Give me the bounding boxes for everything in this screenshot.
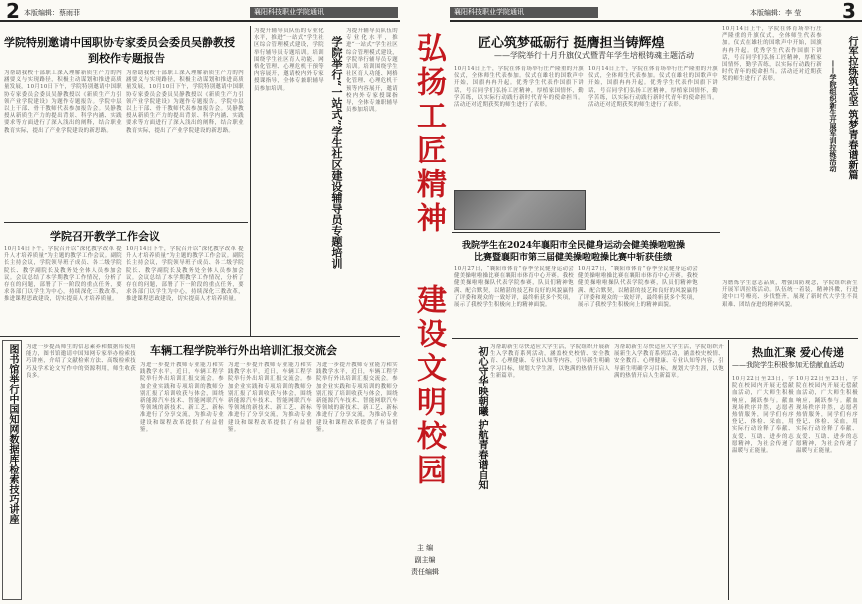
flag-ceremony-body-3: 10月14日上午，学院在体育场举行庄严隆重的升旗仪式，全体师生代表参加。仪式在雄壮的国歌声中开始，国旗冉冉升起。优秀学生代表作国旗下讲话，号召同学们弘扬工匠精神，厚植家国情怀，勤学苦练，以实际行动践行新时代青年的使命担当。活动还对近期获奖的师生进行了表彰。 bbox=[722, 26, 822, 83]
expert-lecture-title-1: 学院特别邀请中国职协专家委员会委员吴静教授 bbox=[4, 36, 235, 49]
divider bbox=[452, 232, 720, 233]
colophon-editor: 主 编 bbox=[416, 544, 434, 552]
divider bbox=[4, 222, 248, 223]
flag-ceremony-title: 匠心筑梦砥砺行 挺膺担当铸辉煌 bbox=[478, 36, 665, 51]
expert-lecture-body: 为帮助我校干部职工深入理解新质生产力的内涵要义与实现路径，积极主动谋划和推进高质量发展，10月10日下午，学院特别邀请中国职协专家委员会委员吴静教授以《新质生产力引领产业学院建设》为题作专题报告。学院中层以上干部、骨干教师代表参加报告会。吴静教授从新质生产力的提出背景、科学内涵、实践要求等方面进行了深入浅出的阐释，结合职业教育实际，提出了产业学院建设的新思路。 bbox=[4, 70, 122, 134]
library-lecture-body: 为进一步提高师生的信息素养和数据库使用能力，图书馆邀请中国知网专家举办检索技巧讲座，介绍了文献检索方法、高级检索技巧及学术论文写作中的资源利用，师生收获良多。 bbox=[26, 344, 136, 379]
left-page-header bbox=[0, 0, 400, 22]
colophon-deputy: 副主编 bbox=[414, 556, 436, 564]
orientation-title: 初心守华映朝曦 护航青春谱自知 bbox=[476, 346, 487, 490]
left-masthead: 襄阳科技职业学院通讯 bbox=[250, 7, 398, 18]
divider bbox=[728, 340, 729, 600]
right-editor-info: 本版编辑：李 莹 bbox=[750, 9, 802, 17]
community-training-body: 为提升辅导员队伍的专业化水平，推进“一站式”学生社区综合管理模式建设，学院举行辅导员专题培训。培训围绕学生社区育人功能、网格化管理、心理危机干预等内容展开，邀请校内外专家授课指导，全体专兼职辅导员参加培训。 bbox=[254, 28, 324, 92]
left-editor-info: 本版编辑：蔡雨菲 bbox=[24, 9, 80, 17]
slogan-line-2: 建设文明校园 bbox=[411, 284, 446, 488]
vehicle-training-body-3: 为进一步提升教师专业能力和实践教学水平，近日，车辆工程学院举行外出培训汇报交流会。参加企业实践和专项培训的教师分别汇报了培训收获与体会，围绕新能源汽车技术、智能网联汽车等领域的新技术、新工艺、新标准进行了分享交流，为推动专业建设和课程改革提供了有益借鉴。 bbox=[316, 362, 398, 433]
community-training-body-2: 为提升辅导员队伍的专业化水平，推进“一站式”学生社区综合管理模式建设，学院举行辅导员专题培训。培训围绕学生社区育人功能、网格化管理、心理危机干预等内容展开，邀请校内外专家授课指导，全体专兼职辅导员参加培训。 bbox=[346, 28, 398, 114]
vehicle-training-body-2: 为进一步提升教师专业能力和实践教学水平，近日，车辆工程学院举行外出培训汇报交流会。参加企业实践和专项培训的教师分别汇报了培训收获与体会，围绕新能源汽车技术、智能网联汽车等领域的新技术、新工艺、新标准进行了分享交流，为推动专业建设和课程改革提供了有益借鉴。 bbox=[228, 362, 312, 433]
right-masthead: 襄阳科技职业学院通讯 bbox=[450, 7, 598, 18]
teaching-meeting-body: 10月14日下午，学院召开以“深化教学改革 提升人才培养质量”为主题的教学工作会议。副院长主持会议，学院领导班子成员、各二级学院院长、教学副院长及教务处全体人员参加会议。会议总结了本学期教学工作情况，分析了存在的问题，部署了下一阶段的重点任务，要求各部门以学生为中心，持续深化三教改革，推进课程思政建设，切实提高人才培养质量。 bbox=[4, 246, 122, 303]
divider bbox=[0, 336, 400, 337]
community-training-title: 学院举行“一站式”学生社区建设辅导员专题培训 bbox=[330, 36, 343, 269]
flag-ceremony-body-2: 10月14日上午，学院在体育场举行庄严隆重的升旗仪式，全体师生代表参加。仪式在雄壮的国歌声中开始，国旗冉冉升起。优秀学生代表作国旗下讲话，号召同学们弘扬工匠精神，厚植家国情怀，勤学苦练，以实际行动践行新时代青年的使命担当。活动还对近期获奖的师生进行了表彰。 bbox=[588, 66, 718, 109]
right-page-number: 3 bbox=[842, 0, 856, 23]
divider bbox=[250, 26, 251, 336]
sports-body: 10月27日，“襄阳市体育”春季全民健身运动会健美操啦啦操比赛在襄阳市体育中心开赛。我校健美操啦啦操队代表学院参赛，队员们精神饱满、配合默契，以精湛的技艺和良好的风貌赢得了评委和观众的一致好评，最终斩获多个奖项，展示了我校学生积极向上的精神面貌。 bbox=[454, 266, 574, 309]
flag-ceremony-subtitle: ——学院举行十月升旗仪式暨青年学生培根铸魂主题活动 bbox=[494, 51, 694, 60]
colophon bbox=[400, 542, 450, 578]
blood-donation-title: 热血汇聚 爱心传递 bbox=[752, 346, 844, 359]
orientation-body: 为帮助新生尽快适应大学生活，学院组织开展新生入学教育系列活动，涵盖校史校情、安全教育、心理健康、专业认知等内容，引导新生明确学习目标，规划大学生涯，以饱满的热情开启人生新篇章。 bbox=[490, 344, 610, 379]
slogan-line-1: 弘扬工匠精神 bbox=[411, 32, 446, 236]
sports-title-2: 比赛暨襄阳市第三届健美操啦啦操比赛中斩获佳绩 bbox=[474, 253, 673, 263]
sports-body-2: 10月27日，“襄阳市体育”春季全民健身运动会健美操啦啦操比赛在襄阳市体育中心开赛。我校健美操啦啦操队代表学院参赛，队员们精神饱满、配合默契，以精湛的技艺和良好的风貌赢得了评委和观众的一致好评，最终斩获多个奖项，展示了我校学生积极向上的精神面貌。 bbox=[578, 266, 698, 309]
teaching-meeting-title: 学院召开教学工作会议 bbox=[50, 230, 160, 243]
military-drill-subtitle: ——学院组织新生开展军训拉练活动 bbox=[829, 60, 838, 172]
sports-title-1: 我院学生在2024年襄阳市全民健身运动会健美操啦啦操 bbox=[462, 241, 686, 251]
center-banner bbox=[400, 22, 450, 604]
library-lecture-title: 图书馆举行中国知网数据库检索技巧讲座 bbox=[7, 344, 18, 524]
divider bbox=[452, 338, 858, 339]
blood-donation-body-2: 10月22日至23日，学院在校园内开展无偿献血活动，广大师生积极响应，踊跃参与。献血现场秩序井然，志愿者热情服务，同学们有序登记、体检、采血，用实际行动诠释了奉献、友爱、互助、进步的志愿精神，为社会传递了温暖与正能量。 bbox=[796, 376, 858, 455]
teaching-meeting-body-2: 10月14日下午，学院召开以“深化教学改革 提升人才培养质量”为主题的教学工作会议。副院长主持会议，学院领导班子成员、各二级学院院长、教学副院长及教务处全体人员参加会议。会议总结了本学期教学工作情况，分析了存在的问题，部署了下一阶段的重点任务，要求各部门以学生为中心，持续深化三教改革，推进课程思政建设，切实提高人才培养质量。 bbox=[126, 246, 244, 303]
blood-donation-subtitle: ——我院学生积极参加无偿献血活动 bbox=[732, 361, 844, 369]
flag-ceremony-photo bbox=[454, 190, 586, 230]
right-page-header bbox=[450, 0, 862, 22]
colophon-responsible: 责任编辑 bbox=[411, 568, 439, 576]
military-drill-title: 行军拉练筑志坚 筑梦青春谱新篇 bbox=[846, 36, 857, 180]
vehicle-training-body: 为进一步提升教师专业能力和实践教学水平，近日，车辆工程学院举行外出培训汇报交流会。参加企业实践和专项培训的教师分别汇报了培训收获与体会，围绕新能源汽车技术、智能网联汽车等领域的新技术、新工艺、新标准进行了分享交流，为推动专业建设和课程改革提供了有益借鉴。 bbox=[140, 362, 224, 433]
expert-lecture-title-2: 到校作专题报告 bbox=[88, 52, 165, 65]
orientation-body-2: 为帮助新生尽快适应大学生活，学院组织开展新生入学教育系列活动，涵盖校史校情、安全教育、心理健康、专业认知等内容，引导新生明确学习目标，规划大学生涯，以饱满的热情开启人生新篇章。 bbox=[614, 344, 724, 379]
blood-donation-body: 10月22日至23日，学院在校园内开展无偿献血活动，广大师生积极响应，踊跃参与。献血现场秩序井然，志愿者热情服务，同学们有序登记、体检、采血，用实际行动诠释了奉献、友爱、互助、进步的志愿精神，为社会传递了温暖与正能量。 bbox=[732, 376, 794, 455]
expert-lecture-body-2: 为帮助我校干部职工深入理解新质生产力的内涵要义与实现路径，积极主动谋划和推进高质量发展，10月10日下午，学院特别邀请中国职协专家委员会委员吴静教授以《新质生产力引领产业学院建设》为题作专题报告。学院中层以上干部、骨干教师代表参加报告会。吴静教授从新质生产力的提出背景、科学内涵、实践要求等方面进行了深入浅出的阐释，结合职业教育实际，提出了产业学院建设的新思路。 bbox=[126, 70, 244, 134]
flag-ceremony-body: 10月14日上午，学院在体育场举行庄严隆重的升旗仪式，全体师生代表参加。仪式在雄壮的国歌声中开始，国旗冉冉升起。优秀学生代表作国旗下讲话，号召同学们弘扬工匠精神，厚植家国情怀，勤学苦练，以实际行动践行新时代青年的使命担当。活动还对近期获奖的师生进行了表彰。 bbox=[454, 66, 584, 109]
vehicle-training-title: 车辆工程学院举行外出培训汇报交流会 bbox=[150, 344, 337, 357]
military-drill-body: 为磨炼学生意志品质，增强国防观念，学院组织新生开展军训拉练活动。队伍统一着装，精神抖擞，行进途中口号嘹亮、步伐整齐，展现了新时代大学生不畏艰难、团结奋进的精神风貌。 bbox=[722, 280, 858, 308]
left-page-number: 2 bbox=[6, 0, 20, 23]
